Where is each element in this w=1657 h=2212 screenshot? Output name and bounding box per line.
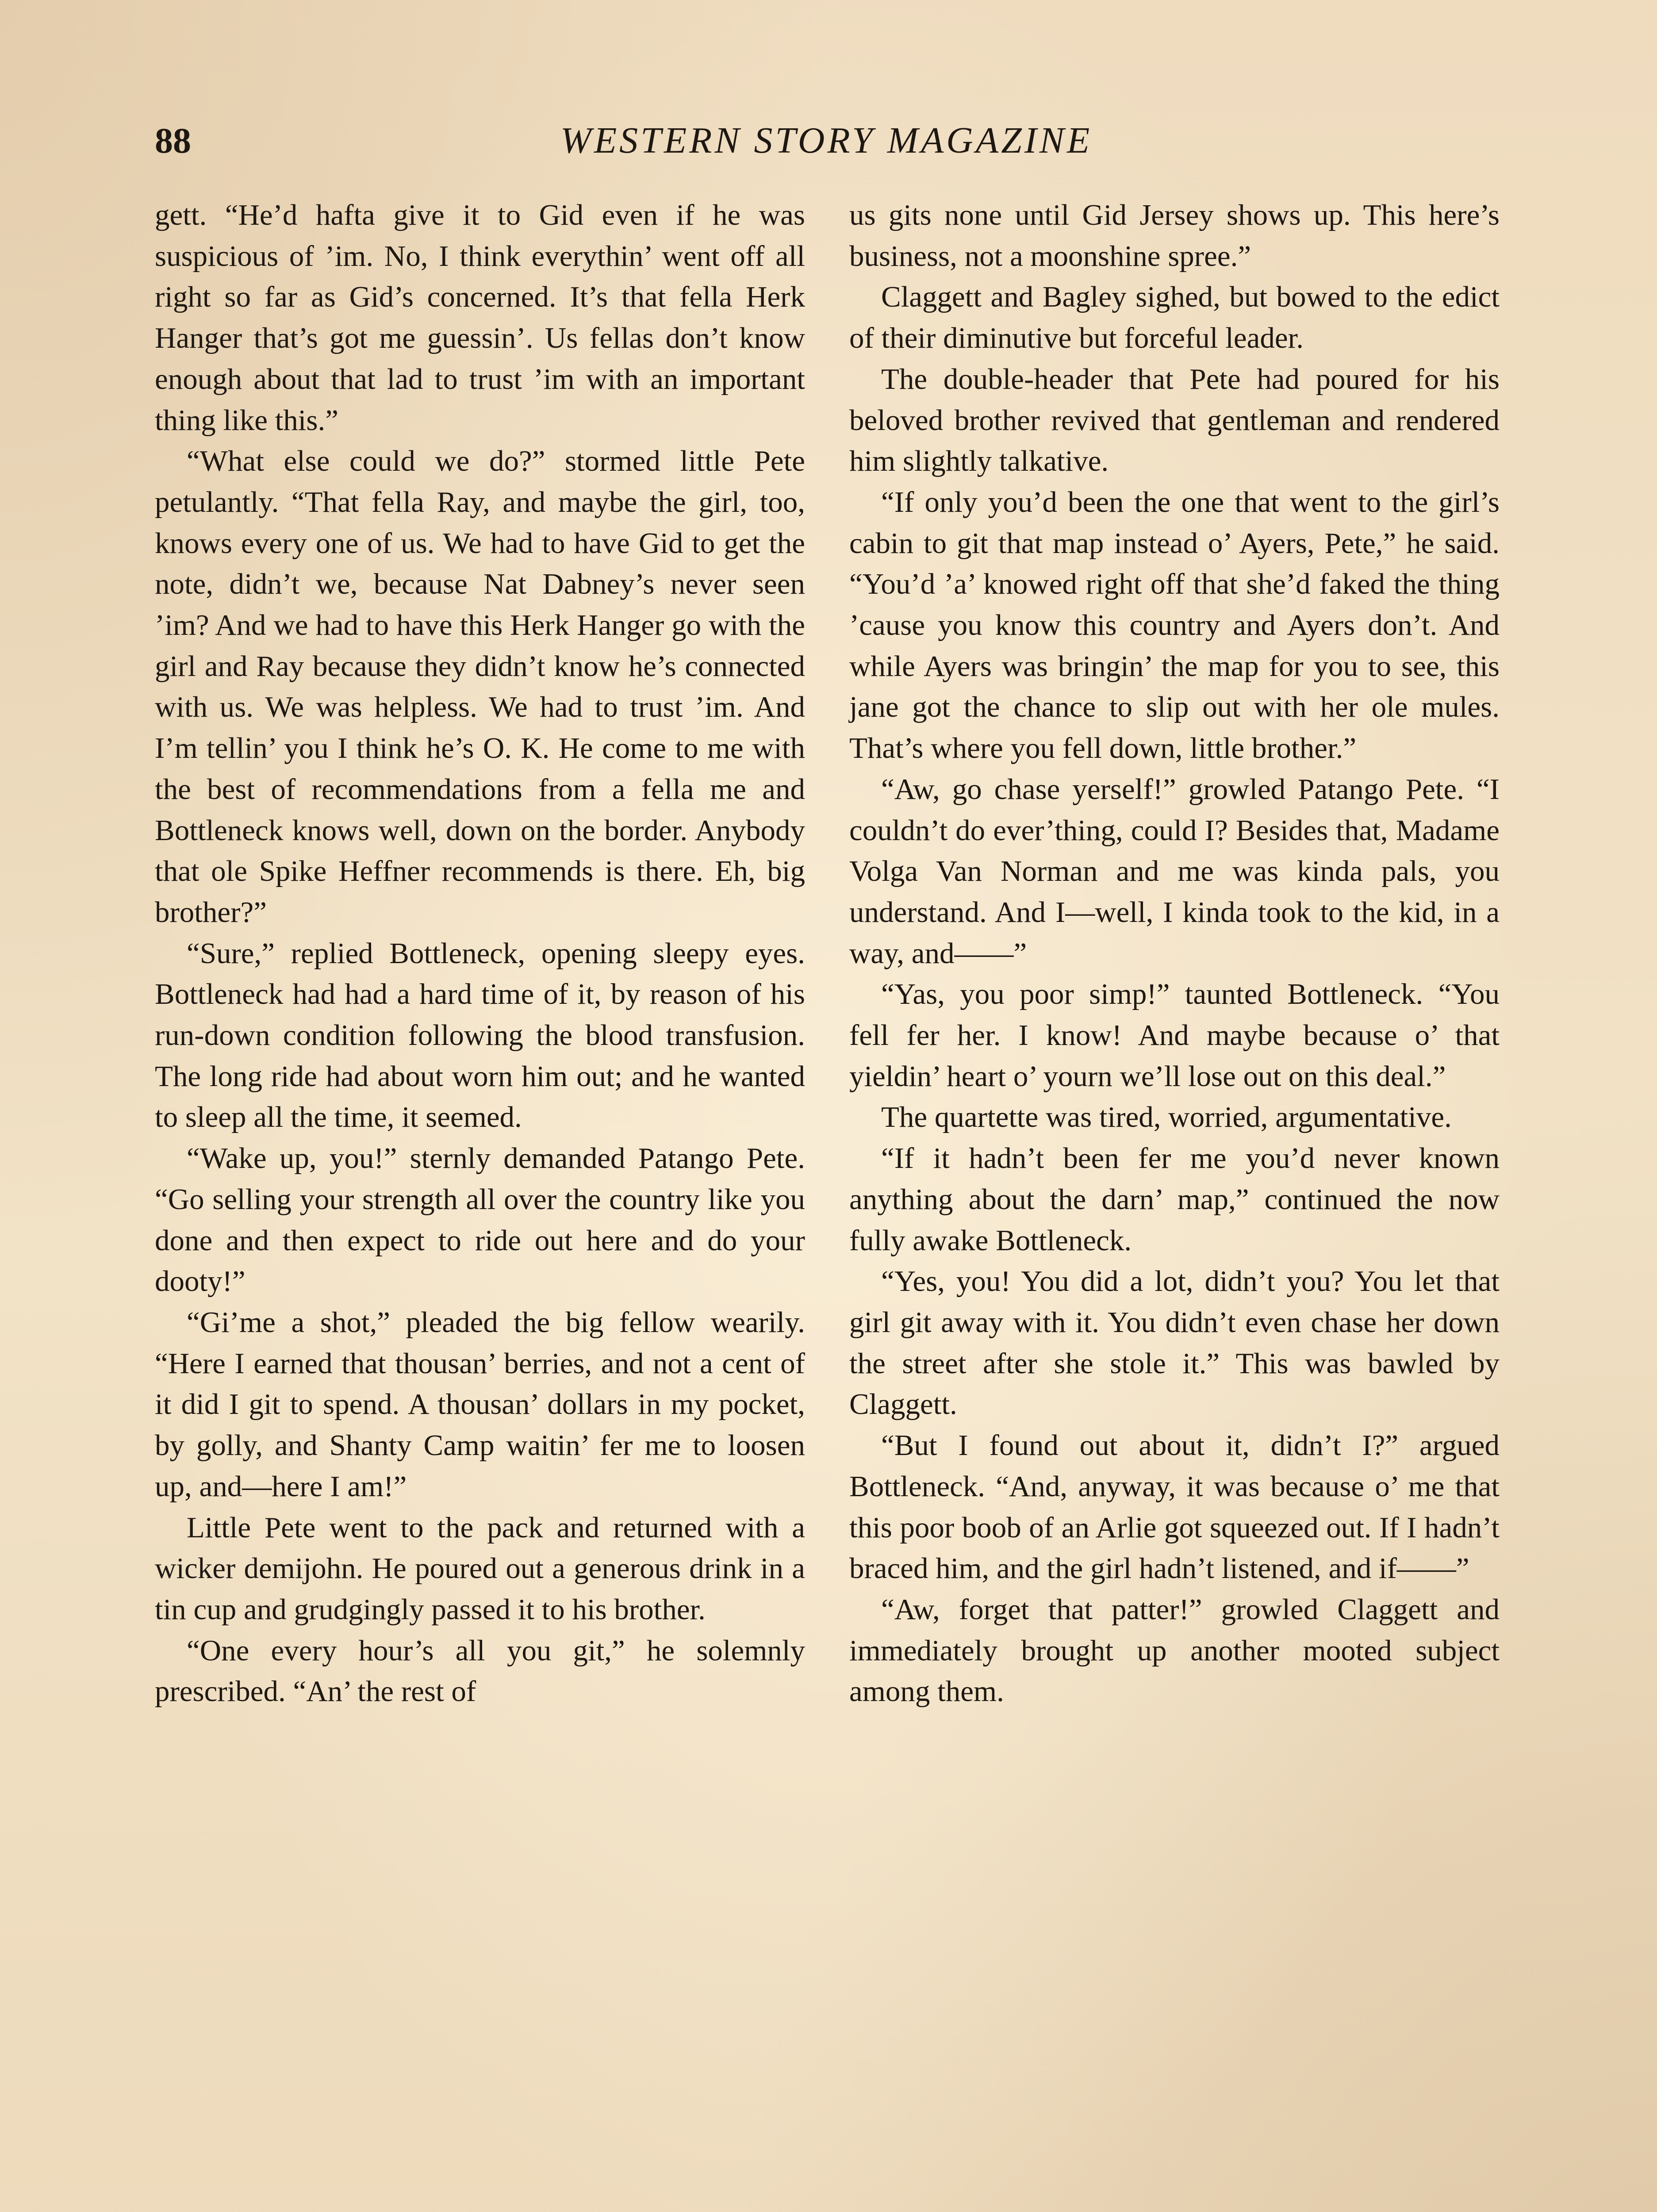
paragraph: “Aw, forget that patter!” growled Claggett and immediately brought up another mooted subject among them. [849,1593,1500,1708]
paragraph: The quartette was tired, worried, argumentative. [881,1101,1452,1134]
running-title: WESTERN STORY MAGAZINE [560,120,1093,161]
paragraph: “Yes, you! You did a lot, didn’t you? You let that girl git away with it. You didn’t even chase her down the street after she stole it.” This was bawled by Claggett. [849,1265,1500,1421]
page-number: 88 [155,120,191,161]
paragraph: “Sure,” replied Bottleneck, opening sleepy eyes. Bottleneck had had a hard time of it, by reason of his run-down condition following the blood transfusion. The long ride had about worn him out; and he wanted to sleep all the time, it seemed. [155,937,805,1134]
left-text-column [155,195,805,1712]
paragraph: “Wake up, you!” sternly demanded Patango Pete. “Go selling your strength all over the country like you done and then expect to ride out here and do your dooty!” [155,1142,805,1298]
paragraph: “But I found out about it, didn’t I?” argued Bottleneck. “And, anyway, it was because o’ me that this poor boob of an Arlie got squeezed out. If I hadn’t braced him, and the girl hadn’t listened, and if——” [849,1429,1500,1585]
paragraph: “If it hadn’t been fer me you’d never known anything about the darn’ map,” continued the now fully awake Bottleneck. [849,1142,1500,1257]
paragraph: “Yas, you poor simp!” taunted Bottleneck. “You fell fer her. I know! And maybe because o’ that yieldin’ heart o’ yourn we’ll lose out on this deal.” [849,978,1500,1093]
paragraph: Claggett and Bagley sighed, but bowed to the edict of their diminutive but forceful leader. [849,280,1500,355]
paragraph: “Gi’me a shot,” pleaded the big fellow wearily. “Here I earned that thousan’ berries, and not a cent of it did I git to spend. A thousan’ dollars in my pocket, by golly, and Shanty Camp waitin’ fer me to loosen up, and—here I am!” [155,1306,805,1503]
right-text-column [849,195,1500,1712]
paragraph: gett. “He’d hafta give it to Gid even if he was suspicious of ’im. No, I think everythin’ went off all right so far as Gid’s concerned. It’s that fella Herk Hanger that’s got me guessin’. Us fellas don’t know enough about that lad to trust ’im with an important thing like this.” [155,199,805,437]
paragraph: Little Pete went to the pack and returned with a wicker demijohn. He poured out a generous drink in a tin cup and grudgingly passed it to his brother. [155,1511,805,1626]
paragraph: “What else could we do?” stormed little Pete petulantly. “That fella Ray, and maybe the girl, too, knows every one of us. We had to have Gid to get the note, didn’t we, because Nat Dabney’s never seen ’im? And we had to have this Herk Hanger go with the girl and Ray because they didn’t know he’s connected with us. We was helpless. We had to trust ’im. And I’m tellin’ you I think he’s O. K. He come to me with the best of recommendations from a fella me and Bottleneck knows well, down on the border. Anybody that ole Spike Heffner recommends is there. Eh, big brother?” [155,445,805,929]
paragraph: “Aw, go chase yerself!” growled Patango Pete. “I couldn’t do ever’thing, could I? Besides that, Madame Volga Van Norman and me was kinda pals, you understand. And I—well, I kinda took to the kid, in a way, and——” [849,772,1500,970]
paragraph: us gits none until Gid Jersey shows up. This here’s business, not a moonshine spree.” [849,199,1500,273]
paragraph: The double-header that Pete had poured for his beloved brother revived that gentleman and rendered him slightly talkative. [849,362,1500,478]
page-header [155,114,1498,167]
paragraph: “One every hour’s all you git,” he solemnly prescribed. “An’ the rest of [155,1634,805,1708]
paragraph: “If only you’d been the one that went to the girl’s cabin to git that map instead o’ Ayers, Pete,” he said. “You’d ’a’ knowed right off that she’d faked the thing ’cause you know this country and Ayers don’t. And while Ayers was bringin’ the map for you to see, this jane got the chance to slip out with her ole mules. That’s where you fell down, little brother.” [849,485,1500,765]
